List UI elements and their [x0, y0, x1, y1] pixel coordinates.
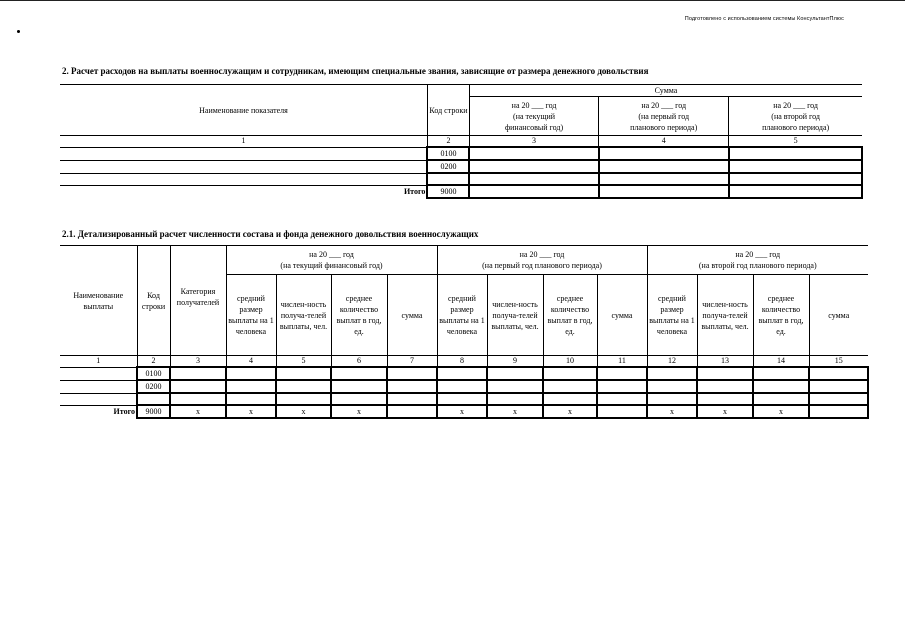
s2-cell[interactable] — [469, 173, 598, 185]
s21-num: 4 — [226, 356, 276, 368]
s21-cell[interactable] — [543, 367, 597, 380]
s21-total-x: x — [276, 405, 331, 418]
s21-row-name[interactable] — [60, 367, 137, 380]
s2-col-name: Наименование показателя — [60, 85, 427, 136]
s21-group-plan2: на 20 ___ год (на второй год планового периода) — [647, 246, 868, 275]
s21-cell[interactable] — [226, 367, 276, 380]
s21-num: 1 — [60, 356, 137, 368]
s21-sub-sum: сумма — [387, 275, 437, 356]
s21-num: 13 — [697, 356, 753, 368]
s2-cell[interactable] — [599, 160, 729, 173]
section21-table — [60, 245, 869, 419]
s2-num: 2 — [427, 136, 469, 148]
s2-cell[interactable] — [469, 160, 598, 173]
s2-row-code: 0100 — [427, 147, 469, 160]
s21-total-x: x — [487, 405, 543, 418]
s21-cell[interactable] — [437, 380, 487, 393]
s21-cell[interactable] — [170, 393, 226, 405]
s2-num: 5 — [729, 136, 862, 148]
table-row — [60, 367, 868, 380]
s2-total-cell[interactable] — [469, 185, 598, 198]
s21-cell[interactable] — [543, 393, 597, 405]
s21-total-x: x — [170, 405, 226, 418]
s21-num-row — [60, 356, 868, 368]
s21-cell[interactable] — [387, 393, 437, 405]
s21-total-label: Итого — [60, 405, 137, 418]
s21-row-code — [137, 393, 170, 405]
s21-cell[interactable] — [437, 367, 487, 380]
s21-cell[interactable] — [753, 393, 809, 405]
s21-total-x: x — [226, 405, 276, 418]
s21-row-code: 0200 — [137, 380, 170, 393]
s21-num: 10 — [543, 356, 597, 368]
table-row — [60, 147, 862, 160]
s2-row-name[interactable] — [60, 160, 427, 173]
s21-total-x: x — [697, 405, 753, 418]
s2-row-name[interactable] — [60, 147, 427, 160]
s21-sub-num: числен-ность получа-телей выплаты, чел. — [697, 275, 753, 356]
s21-cell[interactable] — [331, 367, 387, 380]
s21-sub-num: числен-ность получа-телей выплаты, чел. — [487, 275, 543, 356]
s2-col-year1: на 20 ___ год (на текущий финансовый год) — [469, 97, 598, 136]
s21-cell[interactable] — [809, 380, 868, 393]
s2-cell[interactable] — [599, 173, 729, 185]
s2-total-code: 9000 — [427, 185, 469, 198]
s2-num: 3 — [469, 136, 598, 148]
s21-cell[interactable] — [697, 380, 753, 393]
s21-cell[interactable] — [276, 380, 331, 393]
s2-col-year3: на 20 ___ год (на второй год планового периода) — [729, 97, 862, 136]
s21-cell[interactable] — [170, 380, 226, 393]
s21-cell[interactable] — [647, 367, 697, 380]
s21-cell[interactable] — [753, 367, 809, 380]
s21-cell[interactable] — [487, 367, 543, 380]
s21-col-name: Наименование выплаты — [60, 246, 137, 356]
s21-cell[interactable] — [697, 393, 753, 405]
s21-group-current: на 20 ___ год (на текущий финансовый год) — [226, 246, 437, 275]
table-row — [60, 393, 868, 405]
s21-sub-num: числен-ность получа-телей выплаты, чел. — [276, 275, 331, 356]
s2-col-year2: на 20 ___ год (на первый год планового периода) — [599, 97, 729, 136]
s21-sub-sum: сумма — [597, 275, 647, 356]
s2-row-name[interactable] — [60, 173, 427, 185]
s21-total-cell[interactable] — [597, 405, 647, 418]
s21-total-x: x — [437, 405, 487, 418]
s21-cell[interactable] — [170, 367, 226, 380]
s2-col-sum: Сумма — [469, 85, 862, 97]
s21-total-cell[interactable] — [809, 405, 868, 418]
s21-sub-qty: среднее количество выплат в год, ед. — [753, 275, 809, 356]
section21-title: 2.1. Детализированный расчет численности состава и фонда денежного довольствия военнослужащих — [62, 229, 479, 239]
header-note: Подготовлено с использованием системы КонсультантПлюс — [684, 16, 844, 22]
margin-dot — [17, 30, 20, 33]
s2-num: 1 — [60, 136, 427, 148]
s21-num: 9 — [487, 356, 543, 368]
s21-cell[interactable] — [226, 393, 276, 405]
s2-cell[interactable] — [599, 147, 729, 160]
s21-sub-avg: средний размер выплаты на 1 человека — [437, 275, 487, 356]
s21-cell[interactable] — [647, 380, 697, 393]
s21-total-x: x — [543, 405, 597, 418]
s21-num: 2 — [137, 356, 170, 368]
s21-num: 7 — [387, 356, 437, 368]
s21-num: 3 — [170, 356, 226, 368]
s21-cell[interactable] — [597, 393, 647, 405]
s21-row-name[interactable] — [60, 393, 137, 405]
s21-cell[interactable] — [753, 380, 809, 393]
s21-cell[interactable] — [809, 367, 868, 380]
s2-row-code — [427, 173, 469, 185]
s2-cell[interactable] — [729, 160, 862, 173]
s21-cell[interactable] — [487, 393, 543, 405]
s21-total-x: x — [331, 405, 387, 418]
s21-cell[interactable] — [331, 380, 387, 393]
s2-total-cell[interactable] — [729, 185, 862, 198]
s21-sub-avg: средний размер выплаты на 1 человека — [647, 275, 697, 356]
s21-cell[interactable] — [597, 380, 647, 393]
s21-num: 14 — [753, 356, 809, 368]
s2-total-cell[interactable] — [599, 185, 729, 198]
s21-sub-qty: среднее количество выплат в год, ед. — [543, 275, 597, 356]
s21-total-x: x — [647, 405, 697, 418]
section2-title: 2. Расчет расходов на выплаты военнослужащим и сотрудникам, имеющим специальные звания, зависящие от размера денежного довольствия — [62, 66, 649, 76]
s21-num: 6 — [331, 356, 387, 368]
s2-col-code: Код строки — [427, 85, 469, 136]
s21-num: 5 — [276, 356, 331, 368]
s21-col-code: Код строки — [137, 246, 170, 356]
table-row — [60, 380, 868, 393]
s21-row-name[interactable] — [60, 380, 137, 393]
section2-table — [60, 84, 863, 199]
s2-cell[interactable] — [469, 147, 598, 160]
s21-cell[interactable] — [487, 380, 543, 393]
s2-cell[interactable] — [729, 173, 862, 185]
s21-num: 12 — [647, 356, 697, 368]
s21-num: 15 — [809, 356, 868, 368]
s21-col-category: Категория получателей — [170, 246, 226, 356]
s21-row-code: 0100 — [137, 367, 170, 380]
table-row-total — [60, 405, 868, 418]
s21-total-x: x — [753, 405, 809, 418]
s21-cell[interactable] — [647, 393, 697, 405]
s2-num: 4 — [599, 136, 729, 148]
s21-group-plan1: на 20 ___ год (на первый год планового периода) — [437, 246, 647, 275]
s2-cell[interactable] — [729, 147, 862, 160]
s21-cell[interactable] — [276, 367, 331, 380]
s21-sub-qty: среднее количество выплат в год, ед. — [331, 275, 387, 356]
s21-cell[interactable] — [276, 393, 331, 405]
s21-sub-avg: средний размер выплаты на 1 человека — [226, 275, 276, 356]
s21-cell[interactable] — [697, 367, 753, 380]
s21-cell[interactable] — [387, 367, 437, 380]
s21-num: 8 — [437, 356, 487, 368]
top-border-line — [0, 0, 905, 1]
s2-total-label: Итого — [60, 185, 427, 198]
s21-cell[interactable] — [437, 393, 487, 405]
s21-cell[interactable] — [331, 393, 387, 405]
s21-cell[interactable] — [597, 367, 647, 380]
s21-cell[interactable] — [809, 393, 868, 405]
s21-cell[interactable] — [543, 380, 597, 393]
s21-num: 11 — [597, 356, 647, 368]
table-row — [60, 173, 862, 185]
table-row — [60, 160, 862, 173]
s21-total-cell[interactable] — [387, 405, 437, 418]
s21-cell[interactable] — [387, 380, 437, 393]
table-row-total — [60, 185, 862, 198]
s2-row-code: 0200 — [427, 160, 469, 173]
s21-total-code: 9000 — [137, 405, 170, 418]
s21-sub-sum: сумма — [809, 275, 868, 356]
s21-cell[interactable] — [226, 380, 276, 393]
